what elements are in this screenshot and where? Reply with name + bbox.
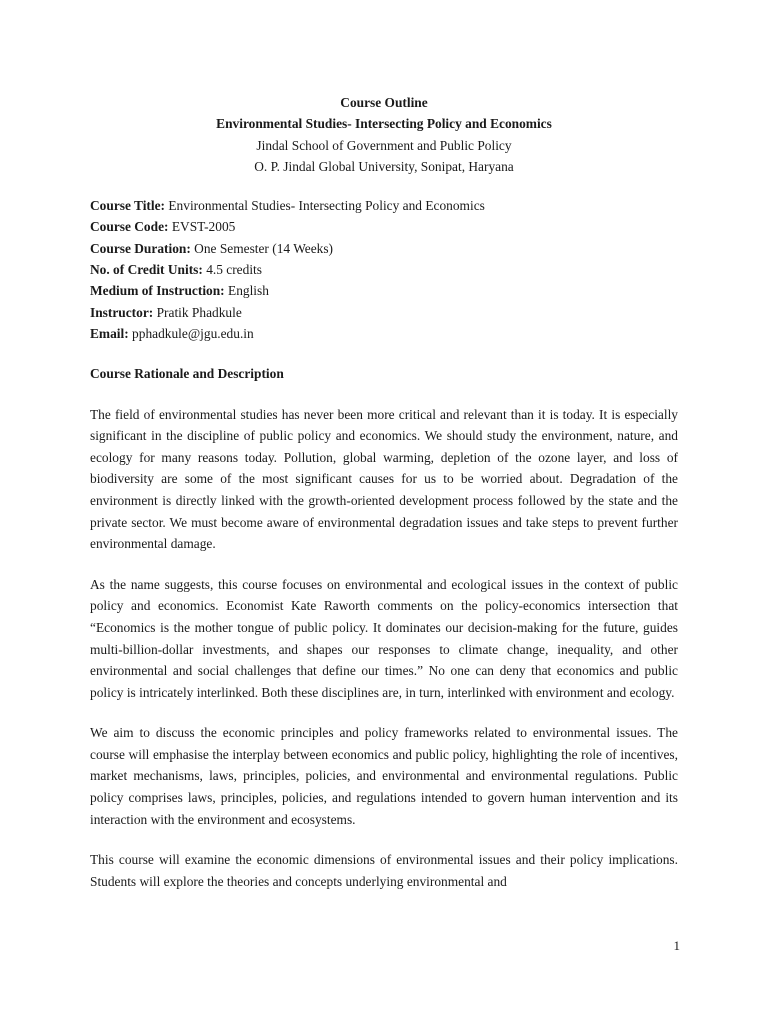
document-subtitle: Environmental Studies- Intersecting Policy and Economics <box>216 116 552 132</box>
school-name: Jindal School of Government and Public Policy <box>256 137 512 153</box>
meta-course-duration: Course Duration: One Semester (14 Weeks) <box>90 240 334 256</box>
paragraph: The field of environmental studies has never been more critical and relevant than it is today. It is especially significant in the discipline of public policy and economics. We should study the environment, nature, and ecology for many reasons today. Pollution, global warming, depletion of the ozone layer, and loss of biodiversity are some of the most significant causes for us to be worried about. Degradation of the environment is directly linked with the growth-oriented development process followed by the state and the private sector. We must become aware of environmental degradation issues and take steps to prevent further environmental damage. <box>90 406 678 552</box>
section-heading: Course Rationale and Description <box>90 366 284 382</box>
meta-credit-units: No. of Credit Units: 4.5 credits <box>90 262 262 278</box>
paragraph: This course will examine the economic dimensions of environmental issues and their policy implications. Students will explore the theories and concepts underlying environmental and <box>90 852 678 889</box>
document-title: Course Outline <box>340 95 428 110</box>
page-number: 1 <box>673 938 680 953</box>
course-metadata <box>90 195 678 344</box>
document-page <box>90 92 678 892</box>
document-header <box>90 92 678 177</box>
meta-course-code: Course Code: EVST-2005 <box>90 219 236 235</box>
paragraph: We aim to discuss the economic principles and policy frameworks related to environmental issues. The course will emphasise the interplay between economics and public policy, highlighting the role of incentives, market mechanisms, laws, principles, policies, and environmental and environmental regulations. Public policy comprises laws, principles, policies, and regulations intended to govern human intervention and its interaction with the environment and ecosystems. <box>90 725 678 827</box>
meta-course-title: Course Title: Environmental Studies- Intersecting Policy and Economics <box>90 198 485 214</box>
meta-email: Email: pphadkule@jgu.edu.in <box>90 325 254 341</box>
meta-instructor: Instructor: Pratik Phadkule <box>90 304 242 320</box>
paragraph: As the name suggests, this course focuses on environmental and ecological issues in the context of public policy and economics. Economist Kate Raworth comments on the policy-economics intersection that “Economics is the mother tongue of public policy. It dominates our decision-making for the future, guides multi-billion-dollar investments, and shapes our responses to climate change, inequality, and other environmental and social challenges that define our times.” No one can deny that economics and public policy is intricately interlinked. Both these disciplines are, in turn, interlinked with environment and ecology. <box>90 576 678 700</box>
meta-medium: Medium of Instruction: English <box>90 283 269 299</box>
university-name: O. P. Jindal Global University, Sonipat, Haryana <box>254 158 514 174</box>
